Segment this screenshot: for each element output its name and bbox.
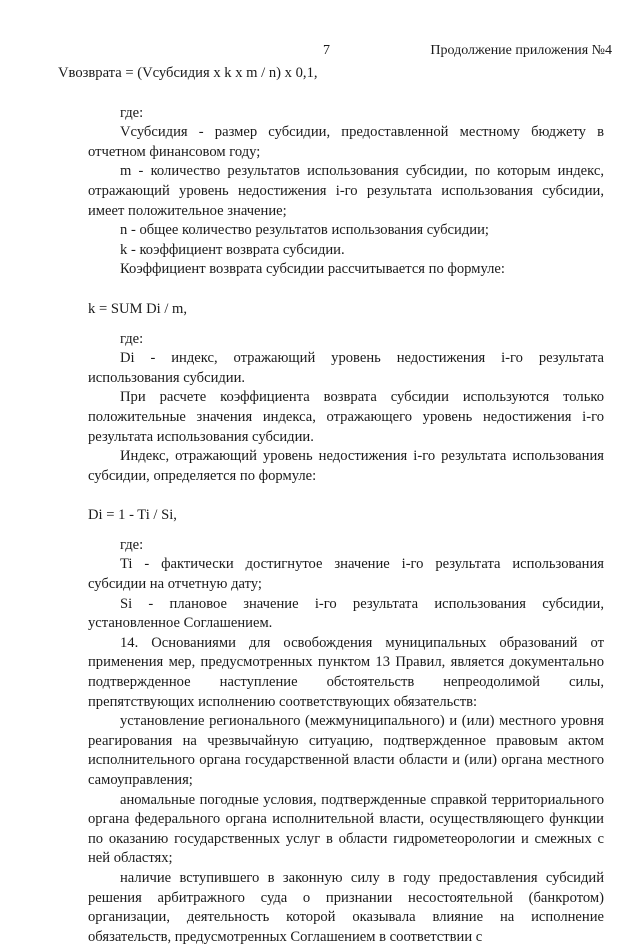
definition-n: n - общее количество результатов использования субсидии; xyxy=(120,222,489,239)
calculation-note: При расчете коэффициента возврата субсидии используются только положительные значения индекса, отражающего уровень недостижения i-го результата использования субсидии. xyxy=(88,389,604,445)
page-number: 7 xyxy=(323,43,330,58)
list-item-emergency: установление регионального (межмуниципального) и (или) местного уровня реагирования на чрезвычайную ситуацию, подтвержденное правовым актом исполнительного органа государственной власти области и (или) органа местного самоуправления; xyxy=(88,713,604,788)
document-body xyxy=(58,64,604,947)
definition-m: m - количество результатов использования субсидии, по которым индекс, отражающий уровень недостижения i-го результата использования субсидии, имеет положительное значение; xyxy=(88,163,604,219)
coefficient-intro: Коэффициент возврата субсидии рассчитывается по формуле: xyxy=(120,261,505,278)
formula-coefficient-k: k = SUM Di / m, xyxy=(88,300,188,317)
formula-refund-volume: Vвозврата = (Vсубсидия x k x m / n) x 0,1, xyxy=(58,65,318,81)
definition-k: k - коэффициент возврата субсидии. xyxy=(120,241,345,258)
list-item-bankruptcy: наличие вступившего в законную силу в году предоставления субсидий решения арбитражного суда о признании несостоятельной (банкротом) организации, деятельность которой оказывала влияние на исполнение обязательств, предусмотренных Соглашением в соответствии с xyxy=(88,869,604,945)
index-intro: Индекс, отражающий уровень недостижения i-го результата использования субсидии, определяется по формуле: xyxy=(88,448,604,484)
paragraph-14: 14. Основаниями для освобождения муниципальных образований от применения мер, предусмотренных пунктом 13 Правил, является документально подтвержденное наступление обстоятельств непреодолимой силы, препятствующих исполнению соответствующих обязательств: xyxy=(88,634,604,710)
appendix-continuation-note: Продолжение приложения №4 xyxy=(430,43,612,58)
where-label-2: где: xyxy=(120,330,144,347)
definition-si: Si - плановое значение i-го результата использования субсидии, установленное Соглашением. xyxy=(88,595,604,632)
where-label-3: где: xyxy=(120,536,144,553)
definition-ti: Ti - фактически достигнутое значение i-го результата использования субсидии на отчетную дату; xyxy=(88,556,604,593)
list-item-weather: аномальные погодные условия, подтвержденные справкой территориального органа федерального органа исполнительной власти, осуществляющего функции по оказанию государственных услуг в области гидрометеорологии и смежных с ней областях; xyxy=(88,791,604,867)
definition-di: Di - индекс, отражающий уровень недостижения i-го результата использования субсидии. xyxy=(88,350,604,386)
formula-index-di: Di = 1 - Ti / Si, xyxy=(88,507,177,524)
where-label-1: где: xyxy=(120,104,144,121)
definition-v-subsidy: Vсубсидия - размер субсидии, предоставленной местному бюджету в отчетном финансовом году; xyxy=(88,124,604,160)
